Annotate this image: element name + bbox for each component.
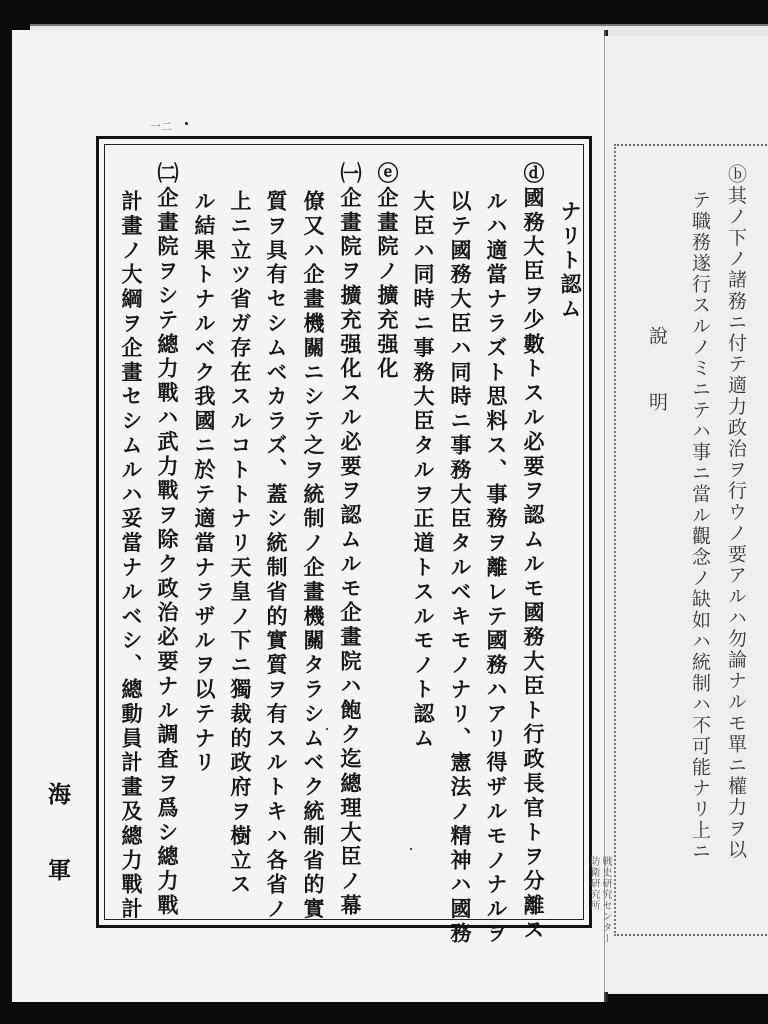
right-text-explanation-2: 明 [646,392,668,415]
text-column-3: ルハ適當ナラズト思料ス、事務ヲ離レテ國務ハアリ得ザルモノナルヲ [484,190,509,947]
margin-label-gun: 軍 [48,857,71,884]
text-column-9: 質ヲ具有セシムベカラズ、蓋シ統制省的實質ヲ有スルトキハ各省ノ [264,190,289,922]
margin-label-kai: 海 [48,781,71,808]
text-column-12: ㈡企畫院ヲシテ總力戰ハ武力戰ヲ除ク政治必要ナル調査ヲ爲シ總力戰 [155,162,180,919]
text-column-8: 僚又ハ企畫機關ニシテ之ヲ統制ノ企畫機關タラシムベク統制省的實 [301,190,326,922]
scan-speck [326,728,328,730]
right-text-explanation-1: 說 [646,326,668,349]
scan-speck [185,122,188,125]
text-column-1: ナリト認ム [558,200,583,322]
text-column-2: ⓓ國務大臣ヲ少數トスル必要ヲ認ムルモ國務大臣ト行政長官トヲ分離ス [521,162,546,943]
text-column-10: 上ニ立ツ省ガ存在スルコトトナリ天皇ノ下ニ獨裁的政府ヲ樹立ス [228,190,253,898]
text-column-7: ㈠企畫院ヲ擴充强化スル必要ヲ認ムルモ企畫院ハ飽ク迄總理大臣ノ幕 [338,162,363,919]
right-text-column-1: ⓑ其ノ下ノ諸務ニ付テ適力政治ヲ行ウノ要アルハ勿論ナルモ單ニ權力ヲ以 [725,164,747,861]
right-text-column-2: テ職務遂行スルノミニテハ事ニ當ル觀念ノ缺如ハ統制ハ不可能ナリ上ニ [689,190,711,862]
text-column-4: 以テ國務大臣ハ同時ニ事務大臣タルベキモノナリ、憲法ノ精神ハ國務 [448,190,473,947]
archive-stamp-2: 戦史研究センター [600,856,611,944]
scan-speck [410,848,412,850]
text-column-5: 大臣ハ同時ニ事務大臣タルヲ正道トスルモノト認ム [411,190,436,752]
text-column-13: 計畫ノ大綱ヲ企畫セシムルハ妥當ナルベシ、總動員計畫及總力戰計 [119,190,144,922]
archive-stamp-1: 防衛研究所 [588,856,599,911]
text-column-6: ⓔ企畫院ノ擴充强化 [375,162,400,382]
text-column-11: ル結果トナルベク我國ニ於テ適當ナラザルヲ以テナリ [192,190,217,776]
page-number: 一二 [150,120,172,133]
